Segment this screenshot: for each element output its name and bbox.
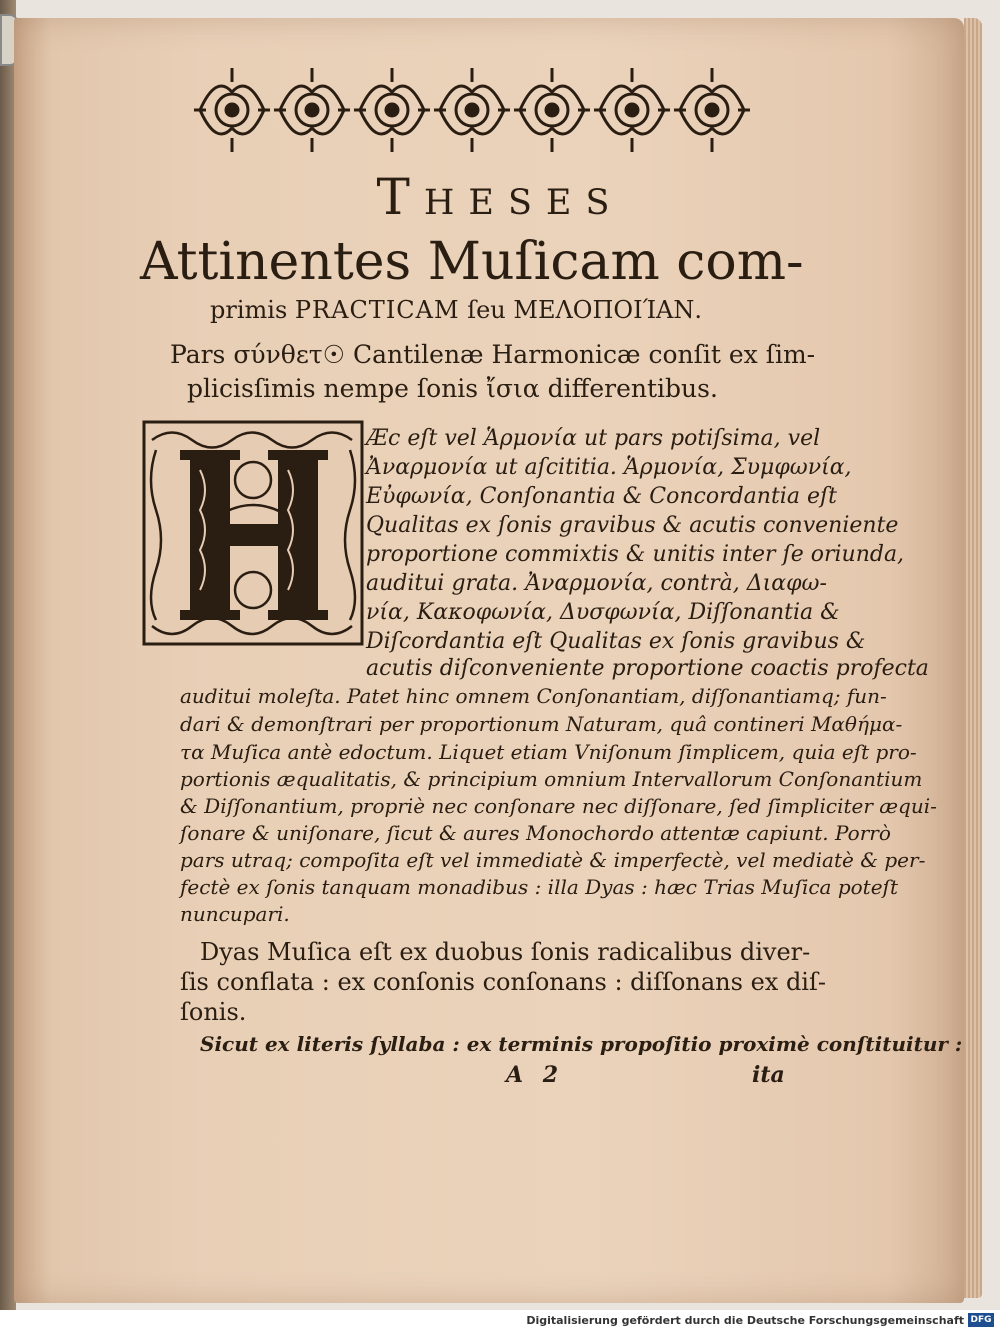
dfg-logo-icon: DFG — [968, 1313, 994, 1327]
paragraph1-line-4: Qualitas ex ſonis gravibus & acutis conveniente — [366, 513, 899, 538]
paragraph1-line-14: & Diſſonantium, propriè nec conſonare nec diſſonare, ſed ſimpliciter æqui- — [180, 794, 937, 818]
paragraph1-line-5: proportione commixtis & unitis inter ſe oriunda, — [366, 542, 905, 567]
paragraph1-line-15: ſonare & uniſonare, ſicut & aures Monochordo attentæ capiunt. Porrò — [180, 821, 891, 845]
paragraph1-line-16: pars utraq; compoſita eſt vel immediatè & imperfectè, vel mediatè & per- — [180, 848, 926, 872]
paragraph1-line-8: Diſcordantia eſt Qualitas ex ſonis gravibus & — [366, 629, 866, 654]
paragraph1-line-12: τα Muſica antè edoctum. Liquet etiam Vniſonum ſimplicem, quia eſt pro- — [180, 740, 917, 764]
paragraph2-line-2: ſis conflata : ex conſonis conſonans : diſſonans ex diſ- — [180, 968, 826, 996]
catchword: ita — [752, 1062, 785, 1088]
title-attinentes: Attinentes Muſicam com- — [140, 232, 804, 292]
paragraph1-line-18: nuncupari. — [180, 902, 290, 926]
paragraph1-line-11: dari & demonſtrari per proportionum Naturam, quâ contineri Μαθήμα- — [180, 712, 903, 736]
signature-mark: A 2 — [506, 1062, 565, 1088]
footer-credit: Digitalisierung gefördert durch die Deutsche Forschungsgemeinschaft — [526, 1314, 964, 1327]
subtitle-line-2: plicisſimis nempe ſonis ἴσια differentibus. — [187, 374, 718, 403]
title-theses: Theses — [376, 168, 624, 226]
title-line3-mid: ſeu — [459, 296, 514, 324]
paragraph1-line-2: Ἀναρμονία ut aſcititia. Ἁρμονία, Συμφωνία, — [366, 455, 852, 480]
ornament-headpiece — [192, 64, 782, 156]
paragraph1-line-6: auditui grata. Ἀναρμονία, contrà, Διαφω- — [366, 571, 827, 596]
paragraph1-line-3: Εὐφωνία, Conſonantia & Concordantia eſt — [366, 484, 837, 509]
paragraph1-line-9: acutis diſconveniente proportione coactis profecta — [366, 656, 929, 681]
title-line3-prefix: primis — [210, 296, 295, 324]
paragraph1-line-7: νία, Κακοφωνία, Δυσφωνία, Diſſonantia & — [366, 600, 840, 625]
subtitle-line-1: Pars σύνθετ☉ Cantilenæ Harmonicæ conſit ex ſim- — [170, 340, 816, 369]
paragraph2-line-1: Dyas Muſica eſt ex duobus ſonis radicalibus diver- — [200, 938, 811, 966]
decorated-initial-h — [142, 420, 364, 646]
title-line3 — [210, 296, 702, 324]
paragraph1-line-10: auditui moleſta. Patet hinc omnem Conſonantiam, diſſonantiamq; fun- — [180, 684, 887, 708]
paragraph3-line-1: Sicut ex literis ſyllaba : ex terminis propoſitio proximè conſtituitur : — [200, 1032, 963, 1056]
paragraph2-line-3: ſonis. — [180, 998, 247, 1026]
paragraph1-line-13: portionis æqualitatis, & principium omnium Intervallorum Conſonantium — [180, 767, 923, 791]
title-practicam: PRACTICAM — [294, 296, 460, 324]
title-greek: ΜΕΛΟΠΟΙΊΑΝ. — [513, 296, 703, 324]
paragraph1-line-1: Æc eſt vel Ἁρμονία ut pars potiſsima, vel — [366, 426, 821, 451]
paragraph1-line-17: fectè ex ſonis tanquam monadibus : illa Dyas : hæc Trias Muſica poteſt — [180, 875, 898, 899]
